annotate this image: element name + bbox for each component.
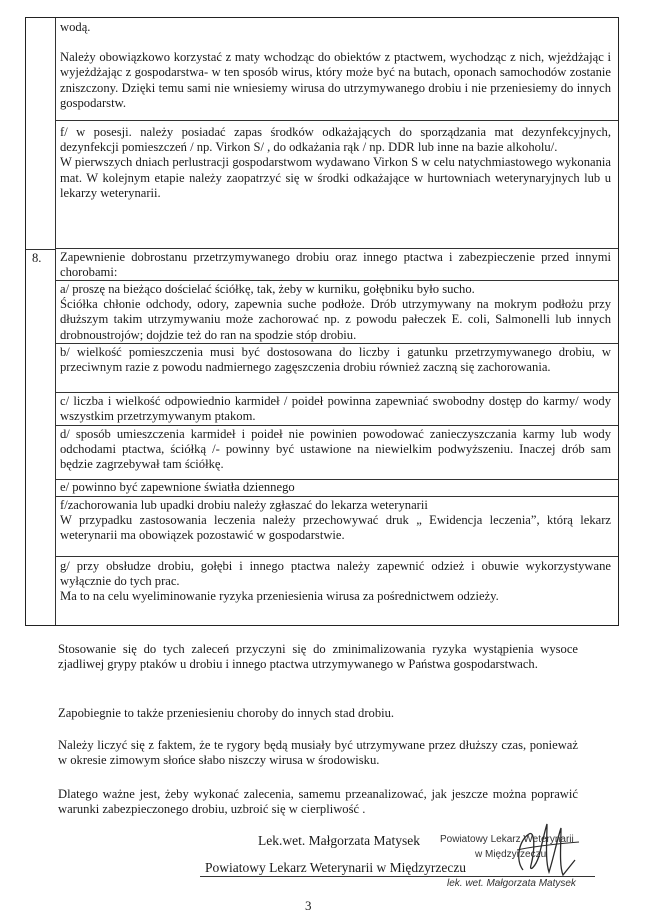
table-row-item-d <box>56 426 618 480</box>
table-row-item-g <box>56 557 618 625</box>
divider <box>26 249 56 250</box>
signatory-office: Powiatowy Lekarz Weterynarii w Międzyrzeczu <box>205 860 467 875</box>
table-row-item-b <box>56 344 618 393</box>
closing-paragraph-3 <box>58 738 578 768</box>
table-row-item-c <box>56 393 618 426</box>
page-number: 3 <box>305 898 312 913</box>
item-text: d/ sposób umieszczenia karmideł i poideł nie powinien powodować zanieczyszczania karmy lub wody odchodami ptactwa, ściółką /- powinny być ustawione na niewielkim podwyższeniu. Inaczej drób sam będzie zagrzebywał tam ściółkę. <box>60 427 611 472</box>
item-text: f/zachorowania lub upadki drobiu należy zgłaszać do lekarza weterynarii <box>60 498 428 512</box>
paragraph-text: Należy liczyć się z faktem, że te rygory będą musiały być utrzymywane przez dłuższy czas, ponieważ w okresie zimowym słońce słabo niszczy wirusa w środowisku. <box>58 738 578 768</box>
closing-paragraph-2 <box>58 706 578 721</box>
row-text: f/ w posesji. należy posiadać zapas środków odkażających do sporządzania mat dezynfekcyjnych, dezynfekcji pomieszczeń / np. Virkon S/ , do odkażania rąk / np. DDR lub inne na bazie alkoholu/. <box>60 125 611 155</box>
table-row-mat-usage <box>56 18 618 121</box>
item-text: e/ powinno być zapewnione światła dziennego <box>60 480 295 494</box>
row-text: wodą. <box>60 20 91 34</box>
signatory-name: Lek.wet. Małgorzata Matysek <box>258 833 420 848</box>
recommendations-table <box>25 17 619 626</box>
paragraph-text: Zapobiegnie to także przeniesieniu choroby do innych stad drobiu. <box>58 706 395 720</box>
table-row-item-f <box>56 497 618 557</box>
item-text: Ma to na celu wyeliminowanie ryzyka przeniesienia wirusa za pośrednictwem odzieży. <box>60 589 499 604</box>
stamp-line-3: lek. wet. Małgorzata Matysek <box>447 878 576 889</box>
table-row-item-a <box>56 281 618 344</box>
item-text: b/ wielkość pomieszczenia musi być dostosowana do liczby i gatunku przetrzymywanego drobiu, w przeciwnym razie z powodu nadmiernego zagęszczenia drobiu również zaczną się zachorowania. <box>60 345 611 375</box>
section-heading-text: Zapewnienie dobrostanu przetrzymywanego drobiu oraz innego ptactwa i zabezpieczenie przed innymi chorobami: <box>60 250 611 280</box>
item-text: a/ proszę na bieżąco dościelać ściółkę, tak, żeby w kurniku, gołębniku było sucho. <box>60 282 475 296</box>
item-text: c/ liczba i wielkość odpowiednio karmideł / poideł powinna zapewniać swobodny dostęp do karmy/ wody wszystkim przetrzymywanym ptakom. <box>60 394 611 424</box>
paragraph-text: Stosowanie się do tych zaleceń przyczyni się do zminimalizowania ryzyka wystąpienia wysoce zjadliwej grypy ptaków u drobiu i innego ptactwa utrzymywanego w Państwa gospodarstwach. <box>58 642 578 672</box>
stamp-line-2: w Międzyrzeczu <box>475 849 547 860</box>
row-text: W pierwszych dniach perlustracji gospodarstwom wydawano Virkon S w celu natychmiastowego wykonania mat. W kolejnym etapie należy zaopatrzyć się w środki odkażające w hurtowniach weterynaryjnych lub u lekarzy weterynarii. <box>60 155 611 200</box>
item-text: Ściółka chłonie odchody, odory, zapewnia suche podłoże. Drób utrzymywany na mokrym podłożu przy dłuższym takim utrzymywaniu może zachorować np. z powodu pałeczek E. coli, Salmonelli lub innych drobnoustrojów; dojdzie też do ran na spodzie stóp drobiu. <box>60 297 611 342</box>
paragraph-text: Dlatego ważne jest, żeby wykonać zalecenia, samemu przeanalizować, jak jeszcze można poprawić warunki zabezpieczonego drobiu, uzbroić się w cierpliwość . <box>58 787 578 817</box>
closing-paragraph-1 <box>58 642 578 672</box>
table-row-item-e <box>56 480 618 497</box>
item-text: W przypadku zastosowania leczenia należy przechowywać druk „ Ewidencja leczenia”, którą lekarz weterynarii ma obowiązek pozostawić w gospodarstwie. <box>60 513 611 543</box>
handwritten-signature-icon <box>505 820 585 882</box>
item-text: g/ przy obsłudze drobiu, gołębi i innego ptactwa należy zapewnić odzież i obuwie wykorzystywane wyłącznie do tych prac. <box>60 559 611 589</box>
stamp-line-1: Powiatowy Lekarz Weterynarii <box>440 834 574 845</box>
row-text: Należy obowiązkowo korzystać z maty wchodząc do obiektów z ptactwem, wychodząc z nich, wjeżdżając i wyjeżdżając z gospodarstwa- w ten sposób wirus, który może być na butach, oponach samochodów zostanie zniszczony. Dzięki temu sami nie wniesiemy wirusa do utrzymywanego drobiu i nie przeniesiemy do innych gospodarstw. <box>60 50 611 110</box>
number-column <box>26 18 56 625</box>
table-row-f-disinfectants <box>56 121 618 249</box>
section-8-heading <box>56 249 618 281</box>
section-number: 8. <box>32 251 42 265</box>
closing-paragraph-4 <box>58 787 578 817</box>
